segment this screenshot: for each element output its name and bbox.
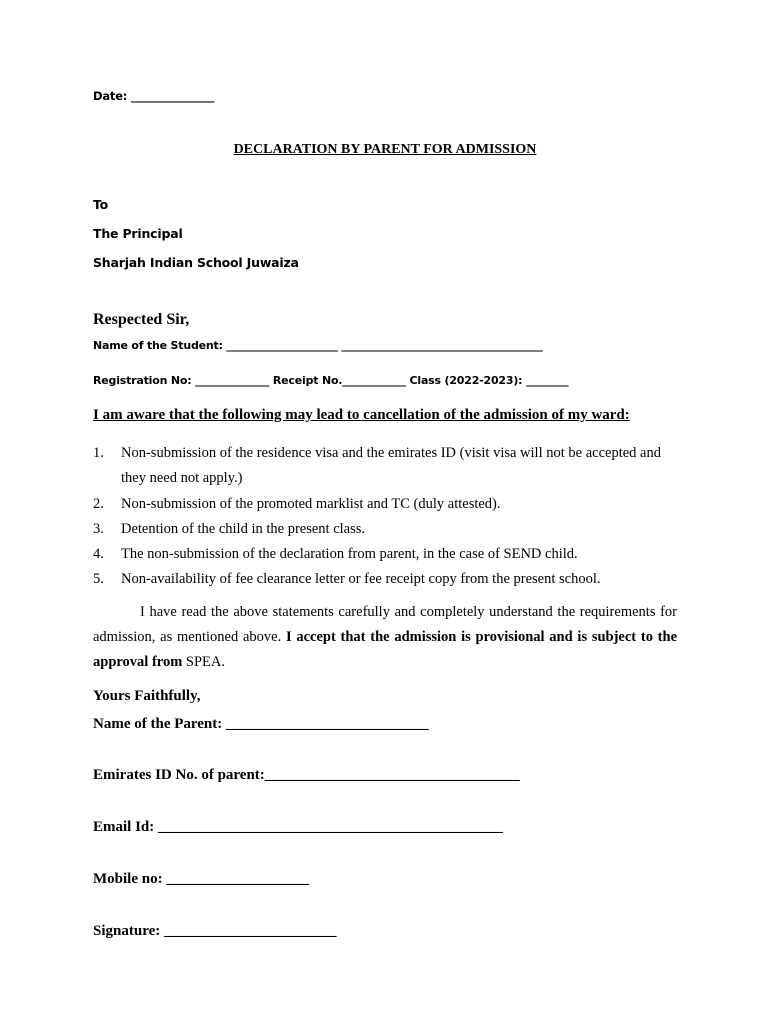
- cancellation-conditions-list: [93, 441, 683, 593]
- list-item-text: Non-availability of fee clearance letter or fee receipt copy from the present school.: [121, 571, 601, 588]
- salutation: Respected Sir,: [93, 311, 190, 328]
- list-item-text: Non-submission of the residence visa and the emirates ID (visit visa will not be accepted and they need not apply.): [121, 445, 661, 487]
- parent-name-field: Name of the Parent: ___________________________: [93, 716, 429, 732]
- list-item-number: 1.: [93, 445, 104, 461]
- list-item: [93, 492, 683, 517]
- registration-receipt-class-fields: Registration No: ______________ Receipt No.____________ Class (2022-2023): ________: [93, 374, 569, 387]
- mobile-field: Mobile no: ___________________: [93, 871, 309, 887]
- cancellation-heading: I am aware that the following may lead to cancellation of the admission of my ward:: [93, 407, 630, 423]
- emirates-id-field: Emirates ID No. of parent:__________________________________: [93, 767, 520, 783]
- list-item-number: 5.: [93, 571, 104, 588]
- address-school: Sharjah Indian School Juwaiza: [93, 255, 299, 270]
- signature-field: Signature: _______________________: [93, 923, 337, 939]
- date-field: Date: _______________: [93, 89, 215, 103]
- list-item-number: 2.: [93, 495, 104, 512]
- closing: Yours Faithfully,: [93, 688, 201, 704]
- list-item: [93, 567, 683, 592]
- list-item-number: 3.: [93, 520, 104, 537]
- list-item: [93, 441, 683, 492]
- list-item: [93, 517, 683, 542]
- list-item-text: The non-submission of the declaration from parent, in the case of SEND child.: [121, 546, 578, 563]
- list-item: [93, 542, 683, 567]
- acknowledgement-statement: [93, 600, 677, 675]
- statement-plain: I have read the above statements carefully and completely understand the requirements for admission, as mentioned above.: [93, 604, 677, 645]
- email-field: Email Id: ______________________________________________: [93, 819, 504, 835]
- list-item-number: 4.: [93, 546, 104, 563]
- statement-tail: SPEA.: [185, 654, 226, 670]
- student-name-field: Name of the Student: _____________________ ______________________________________: [93, 339, 543, 352]
- address-to: To: [93, 197, 109, 212]
- address-recipient: The Principal: [93, 226, 183, 241]
- statement-bold: I accept that the admission is provisional and is subject to the approval from: [93, 629, 678, 670]
- list-item-text: Detention of the child in the present class.: [121, 520, 366, 537]
- document-title: DECLARATION BY PARENT FOR ADMISSION: [233, 142, 537, 157]
- list-item-text: Non-submission of the promoted marklist and TC (duly attested).: [121, 495, 501, 512]
